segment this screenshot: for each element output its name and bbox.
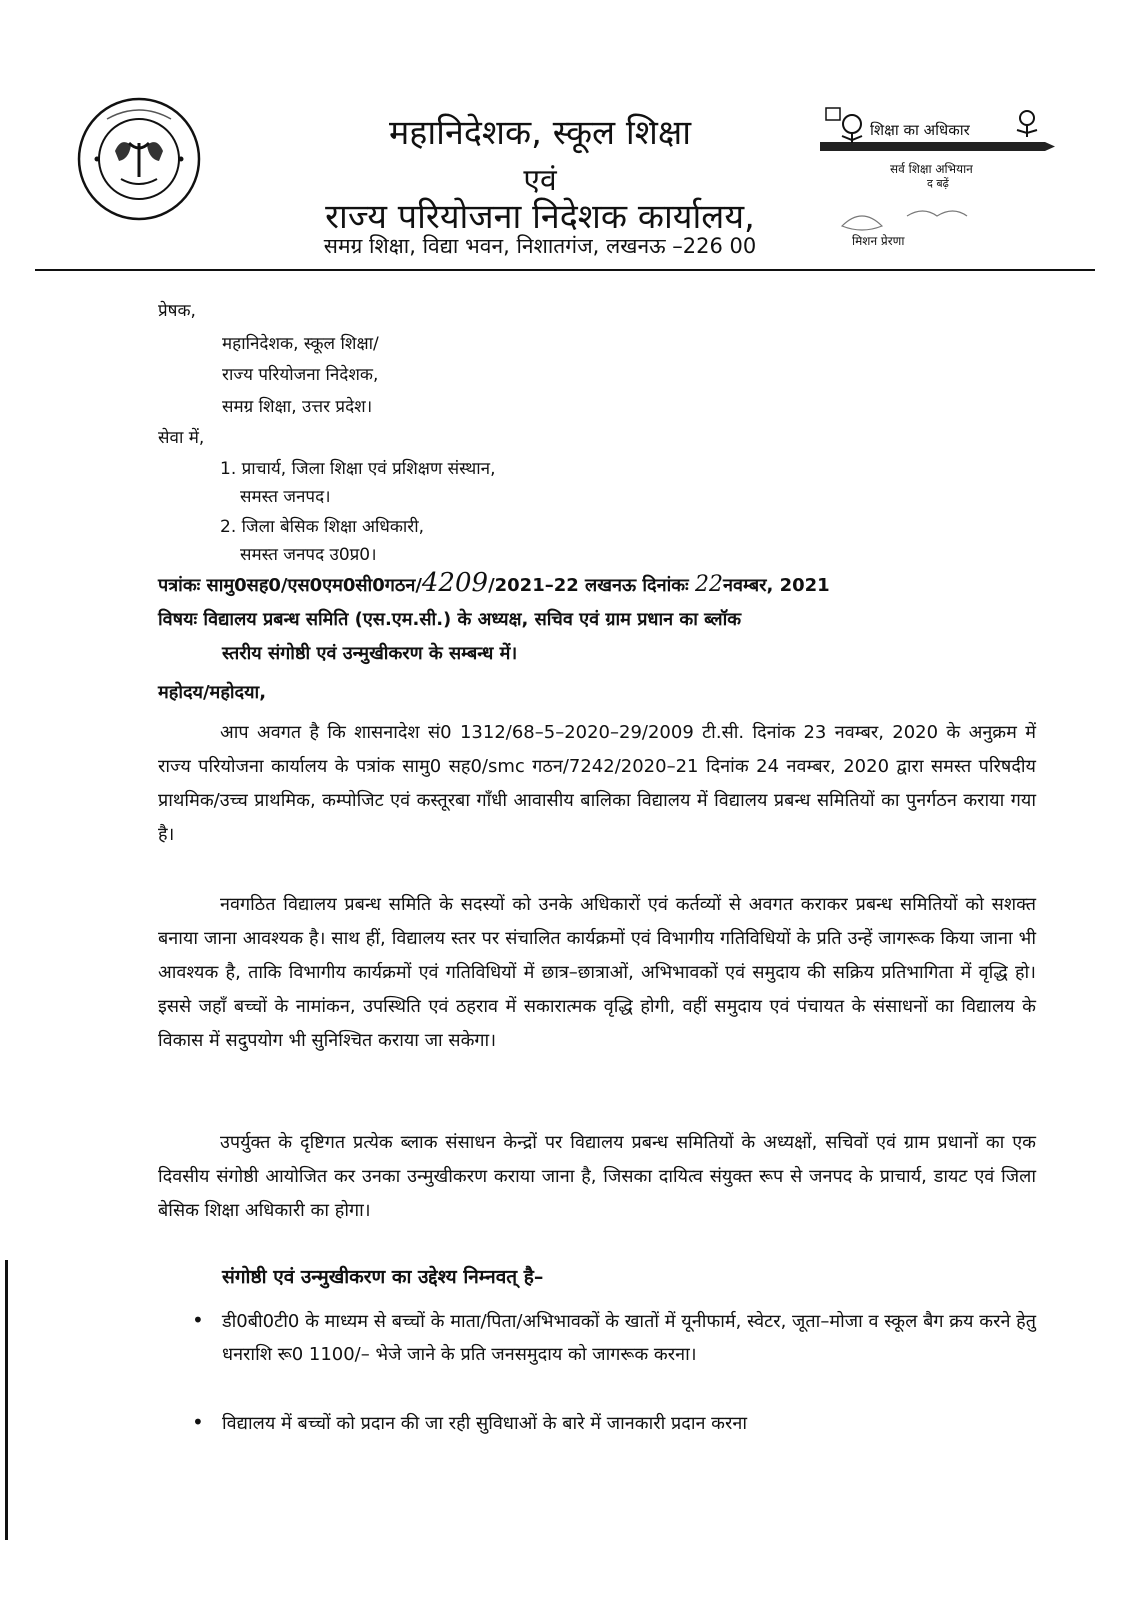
- ssa-title: सर्व शिक्षा अभियान: [890, 162, 973, 176]
- recipient-item: 1. प्राचार्य, जिला शिक्षा एवं प्रशिक्षण संस्थान,: [220, 459, 496, 479]
- reference-number: 4209: [421, 568, 489, 598]
- header-office: राज्य परियोजना निदेशक कार्यालय,: [325, 197, 755, 237]
- bullet-icon: •: [192, 1410, 204, 1434]
- sender-label: प्रेषक,: [158, 301, 196, 321]
- objective-item: विद्यालय में बच्चों को प्रदान की जा रही सुविधाओं के बारे में जानकारी प्रदान करना: [222, 1413, 748, 1434]
- header-title: महानिदेशक, स्कूल शिक्षा: [388, 113, 692, 153]
- header-address: समग्र शिक्षा, विद्या भवन, निशातगंज, लखनऊ –226 00: [323, 234, 757, 258]
- sender-line: महानिदेशक, स्कूल शिक्षा/: [222, 334, 379, 354]
- recipient-item: समस्त जनपद।: [240, 487, 331, 507]
- ssa-tagline: द बढ़ें: [927, 177, 949, 190]
- body-paragraph: उपर्युक्त के दृष्टिगत प्रत्येक ब्लाक संसाधन केन्द्रों पर विद्यालय प्रबन्ध समितियों के अध्यक्षों, सचिवों एवं ग्राम प्रधानों का एक दिवसीय संगोष्ठी आयोजित कर उनका उन्मुखीकरण कराया जाना है, जिसका दायित्व संयुक्त रूप से जनपद के प्राचार्य, डायट एवं जिला बेसिक शिक्षा अधिकारी का होगा।: [158, 1132, 1036, 1221]
- header-conjunction: एवं: [523, 163, 557, 198]
- recipient-item: समस्त जनपद उ0प्र0।: [240, 545, 377, 565]
- objective-item: डी0बी0टी0 के माध्यम से बच्चों के माता/पिता/अभिभावकों के खातों में यूनीफार्म, स्वेटर, जूता–मोजा व स्कूल बैग क्रय करने हेतु धनराशि रू0 1100/– भेजे जाने के प्रति जनसमुदाय को जागरूक करना।: [222, 1311, 1036, 1365]
- subject-line: स्तरीय संगोष्ठी एवं उन्मुखीकरण के सम्बन्ध में।: [222, 643, 518, 664]
- bullet-icon: •: [192, 1308, 204, 1332]
- recipient-label: सेवा में,: [158, 428, 205, 448]
- sender-line: राज्य परियोजना निदेशक,: [222, 365, 379, 385]
- reference-suffix: /2021–22 लखनऊ दिनांकः: [488, 575, 689, 596]
- rte-ssa-logos: [812, 96, 1057, 256]
- reference-prefix: पत्रांकः सामु0सह0/एस0एम0सी0गठन/: [158, 575, 422, 596]
- salutation: महोदय/महोदया,: [158, 682, 267, 703]
- subject-line: विषयः विद्यालय प्रबन्ध समिति (एस.एम.सी.) के अध्यक्ष, सचिव एवं ग्राम प्रधान का ब्लॉक: [158, 609, 742, 630]
- reference-month-year: नवम्बर, 2021: [722, 575, 830, 596]
- sender-line: समग्र शिक्षा, उत्तर प्रदेश।: [222, 397, 373, 417]
- up-government-seal: [75, 95, 203, 223]
- body-paragraph: नवगठित विद्यालय प्रबन्ध समिति के सदस्यों को उनके अधिकारों एवं कर्तव्यों से अवगत कराकर प्रबन्ध समितियों को सशक्त बनाया जाना आवश्यक है। साथ हीं, विद्यालय स्तर पर संचालित कार्यक्रमों एवं विभागीय गतिविधियों के प्रति उन्हें जागरूक किया जाना भी आवश्यक है, ताकि विभागीय कार्यक्रमों एवं गतिविधियों में छात्र–छात्राओं, अभिभावकों एवं समुदाय की सक्रिय प्रतिभागिता में वृद्धि हो। इससे जहाँ बच्चों के नामांकन, उपस्थिति एवं ठहराव में सकारात्मक वृद्धि होगी, वहीं समुदाय एवं पंचायत के संसाधनों का विद्यालय के विकास में सदुपयोग भी सुनिश्चित कराया जा सकेगा।: [158, 894, 1036, 1051]
- recipient-item: 2. जिला बेसिक शिक्षा अधिकारी,: [220, 517, 425, 537]
- margin-mark: [5, 1260, 8, 1540]
- reference-day: 22: [694, 572, 723, 597]
- mission-prerna-label: मिशन प्रेरणा: [852, 234, 905, 248]
- rte-title: शिक्षा का अधिकार: [870, 121, 970, 139]
- header-divider: [35, 269, 1095, 271]
- reference-line: [158, 568, 830, 598]
- objectives-heading: संगोष्ठी एवं उन्मुखीकरण का उद्देश्य निम्नवत् है–: [222, 1266, 544, 1288]
- body-paragraph: आप अवगत है कि शासनादेश सं0 1312/68–5–2020–29/2009 टी.सी. दिनांक 23 नवम्बर, 2020 के अनुक्रम में राज्य परियोजना कार्यालय के पत्रांक सामु0 सह0/smc गठन/7242/2020–21 दिनांक 24 नवम्बर, 2020 द्वारा समस्त परिषदीय प्राथमिक/उच्च प्राथमिक, कम्पोजिट एवं कस्तूरबा गाँधी आवासीय बालिका विद्यालय में विद्यालय प्रबन्ध समितियों का पुनर्गठन कराया गया है।: [158, 722, 1036, 845]
